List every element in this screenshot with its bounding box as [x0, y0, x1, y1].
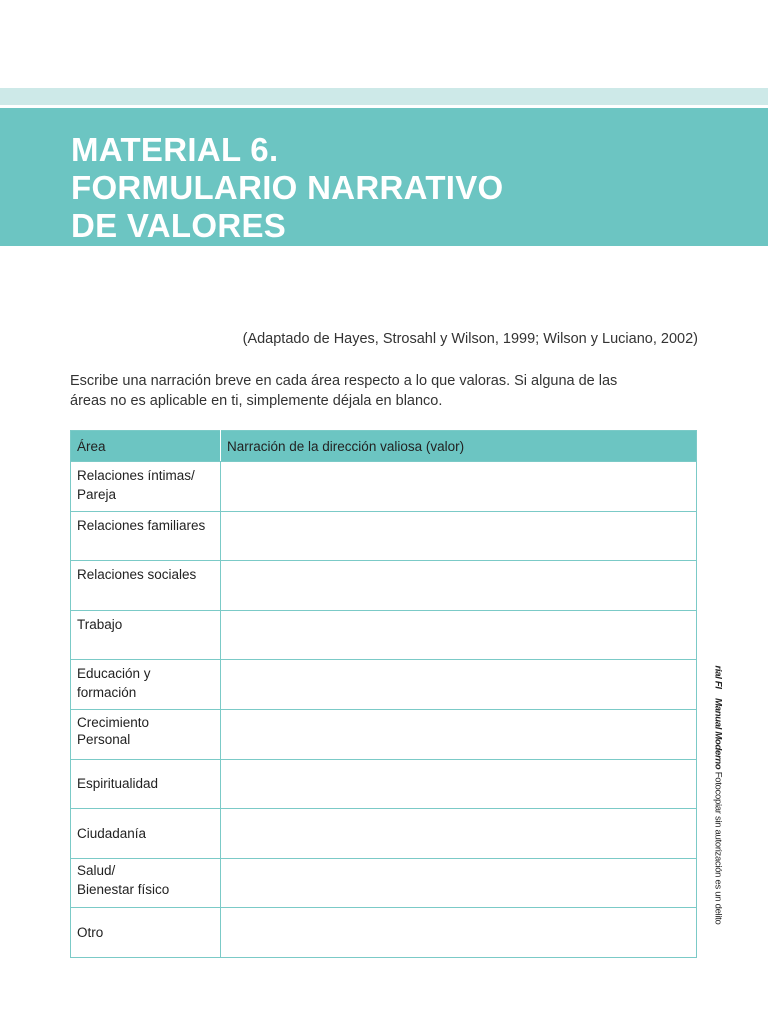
area-cell [71, 462, 221, 512]
header-top-band [0, 88, 768, 105]
area-label: Crecimiento [77, 714, 150, 730]
area-label: Ciudadanía [77, 825, 147, 841]
area-label-line-2: formación [77, 685, 137, 701]
area-label-line-2: Pareja [77, 487, 117, 502]
narration-cell[interactable] [221, 660, 697, 710]
area-cell [71, 610, 221, 660]
area-label-line-2: Personal [77, 731, 131, 747]
table-row [71, 809, 697, 859]
narration-cell[interactable] [221, 709, 697, 759]
side-credit-part-3: Fotocopiar sin autorización es un delito [712, 771, 724, 925]
table-row [71, 561, 697, 611]
area-cell [71, 759, 221, 809]
column-header-area: Área [71, 431, 221, 462]
table-header-row [71, 431, 697, 462]
side-credit-part-2: Manual Moderno [712, 698, 724, 770]
area-label: Relaciones íntimas/ [77, 468, 195, 483]
table-row [71, 610, 697, 660]
area-cell [71, 908, 221, 958]
area-cell [71, 809, 221, 859]
narration-cell[interactable] [221, 561, 697, 611]
area-cell [71, 660, 221, 710]
narration-cell[interactable] [221, 511, 697, 561]
area-cell [71, 709, 221, 759]
side-credit-part-1: rial FI [712, 665, 724, 689]
area-label: Trabajo [77, 616, 123, 632]
table-row [71, 511, 697, 561]
title-line-3: DE VALORES [71, 207, 287, 244]
intro-text [70, 371, 698, 411]
area-label: Otro [77, 925, 104, 941]
table-row [71, 908, 697, 958]
intro-line-1: Escribe una narración breve en cada área respecto a lo que valoras. Si alguna de las [70, 373, 618, 389]
narration-cell[interactable] [221, 908, 697, 958]
page-title [71, 131, 504, 245]
area-label: Relaciones sociales [77, 567, 197, 583]
side-credit-text [713, 666, 724, 925]
values-table [70, 430, 697, 958]
area-label: Salud/ [77, 862, 116, 878]
narration-cell[interactable] [221, 858, 697, 908]
table-row [71, 709, 697, 759]
area-cell [71, 561, 221, 611]
citation: (Adaptado de Hayes, Strosahl y Wilson, 1999; Wilson y Luciano, 2002) [242, 331, 698, 347]
table-row [71, 660, 697, 710]
side-credit [705, 655, 731, 935]
area-cell [71, 511, 221, 561]
area-label-line-2: Bienestar físico [77, 881, 170, 897]
area-label: Relaciones familiares [77, 517, 206, 533]
table-row [71, 858, 697, 908]
narration-cell[interactable] [221, 759, 697, 809]
narration-cell[interactable] [221, 462, 697, 512]
title-line-1: MATERIAL 6. [71, 131, 279, 168]
area-label: Espiritualidad [77, 776, 159, 792]
area-cell [71, 858, 221, 908]
table-row [71, 759, 697, 809]
intro-line-2: áreas no es aplicable en ti, simplemente déjala en blanco. [70, 393, 443, 409]
table-row [71, 462, 697, 512]
column-header-narration: Narración de la dirección valiosa (valor) [221, 431, 697, 462]
narration-cell[interactable] [221, 610, 697, 660]
title-line-2: FORMULARIO NARRATIVO [71, 169, 504, 206]
area-label: Educación y [77, 666, 151, 682]
narration-cell[interactable] [221, 809, 697, 859]
